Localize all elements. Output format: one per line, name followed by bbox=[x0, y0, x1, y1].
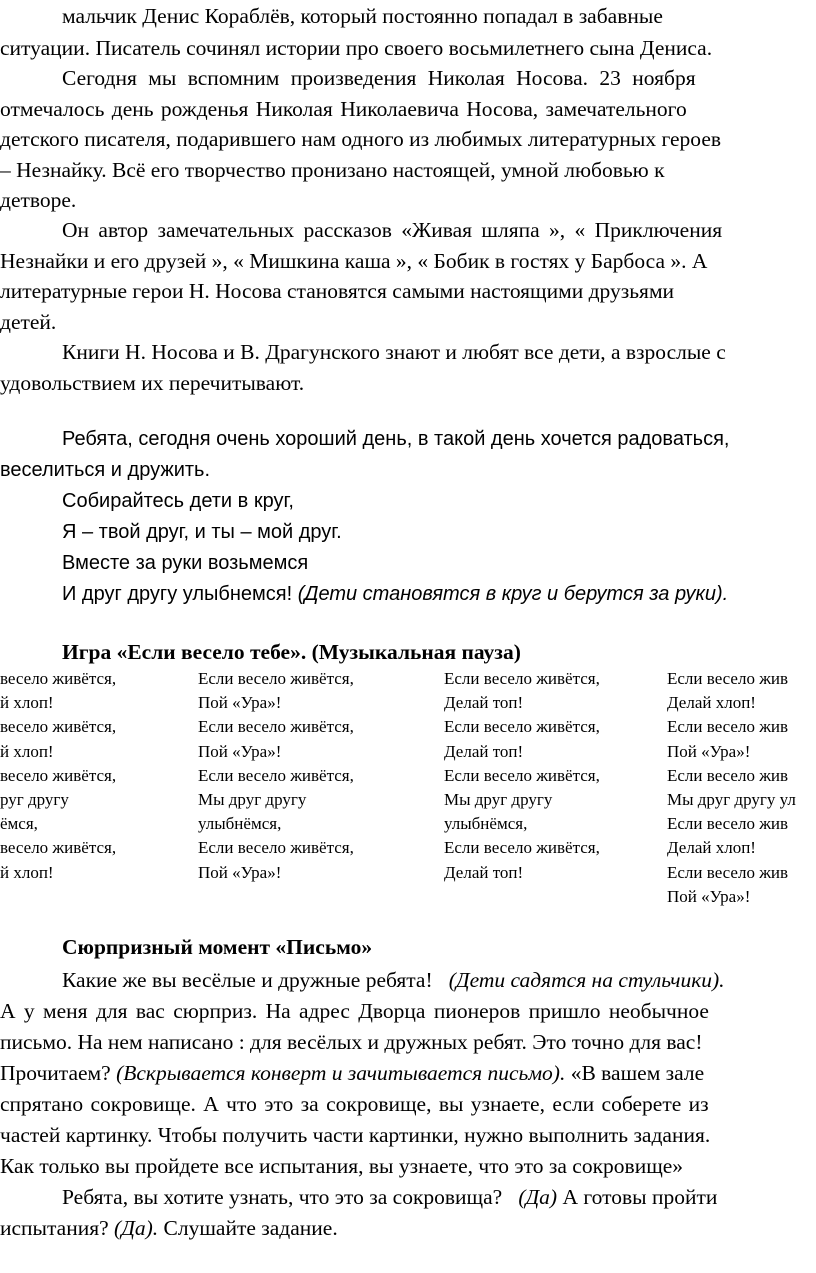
song-line: Если весело живётся, bbox=[198, 669, 354, 688]
intro-line-8: Он автор замечательных рассказов «Живая шляпа », « Приключения bbox=[62, 218, 723, 242]
song-line: Пой «Ура»! bbox=[198, 693, 282, 713]
song-line: Если весело жив bbox=[667, 814, 789, 834]
stage-direction: (Вскрывается конверт и зачитывается письмо). bbox=[116, 1061, 566, 1085]
song-line: Если весело живётся, bbox=[444, 669, 600, 688]
poem-line-1: Собирайтесь дети в круг, bbox=[62, 490, 294, 512]
song-line: Пой «Ура»! bbox=[198, 741, 282, 761]
surprise-line-9 bbox=[0, 1216, 338, 1241]
poem-line-3: Вместе за руки возьмемся bbox=[62, 552, 309, 574]
game-title: Игра «Если весело тебе». (Музыкальная пауза) bbox=[62, 640, 521, 664]
stage-direction: (Да) bbox=[518, 1185, 558, 1209]
song-line: Мы друг другу ул bbox=[667, 789, 796, 809]
surprise-line-5: спрятано сокровище. А что это за сокровище, вы узнаете, если соберете из bbox=[0, 1092, 709, 1116]
stage-direction: (Дети становятся в круг и берутся за руки). bbox=[297, 583, 729, 605]
song-line: весело живётся, bbox=[0, 717, 117, 737]
intro-line-12: Книги Н. Носова и В. Драгунского знают и любят все дети, а взрослые с bbox=[62, 340, 726, 364]
song-line: Если весело живётся, bbox=[198, 838, 354, 858]
song-line: ёмся, bbox=[0, 814, 38, 834]
surprise-line-8 bbox=[62, 1185, 717, 1210]
song-line: весело живётся, bbox=[0, 838, 117, 858]
song-line: Если весело живётся, bbox=[198, 717, 354, 737]
song-line: Если весело живётся, bbox=[444, 838, 600, 858]
song-column-3 bbox=[444, 667, 600, 885]
intro-line-9: Незнайки и его друзей », « Мишкина каша », « Бобик в гостях у Барбоса ». А bbox=[0, 249, 708, 273]
song-line: Пой «Ура»! bbox=[198, 862, 282, 882]
intro-line-1: мальчик Денис Кораблёв, который постоянно попадал в забавные bbox=[62, 4, 663, 28]
greeting-line-2: веселиться и дружить. bbox=[0, 459, 210, 481]
song-line: Если весело жив bbox=[667, 765, 789, 785]
poem-line-4 bbox=[62, 583, 728, 606]
song-line: Пой «Ура»! bbox=[667, 886, 751, 906]
poem-line-2: Я – твой друг, и ты – мой друг. bbox=[62, 521, 342, 543]
intro-line-7: детворе. bbox=[0, 188, 77, 212]
song-line: весело живётся, bbox=[0, 765, 117, 785]
song-line: Если весело живётся, bbox=[444, 717, 600, 737]
song-column-4 bbox=[667, 667, 816, 909]
surprise-line-9b: Слушайте задание. bbox=[163, 1216, 338, 1240]
surprise-line-4b: «В вашем зале bbox=[570, 1061, 705, 1085]
song-line: весело живётся, bbox=[0, 669, 117, 688]
song-line: улыбнёмся, bbox=[444, 814, 528, 834]
surprise-line-3: письмо. На нем написано : для весёлых и дружных ребят. Это точно для вас! bbox=[0, 1030, 703, 1054]
surprise-title: Сюрпризный момент «Письмо» bbox=[62, 935, 373, 959]
song-line: й хлоп! bbox=[0, 741, 54, 761]
song-line: Делай хлоп! bbox=[667, 838, 756, 858]
song-line: Пой «Ура»! bbox=[667, 741, 751, 761]
song-line: руг другу bbox=[0, 789, 69, 809]
surprise-line-4 bbox=[0, 1061, 704, 1086]
song-line: й хлоп! bbox=[0, 862, 54, 882]
song-line: Если весело жив bbox=[667, 862, 789, 882]
song-line: Если весело живётся, bbox=[198, 765, 354, 785]
intro-line-2: ситуации. Писатель сочинял истории про своего восьмилетнего сына Дениса. bbox=[0, 36, 713, 60]
intro-line-6: – Незнайку. Всё его творчество пронизано настоящей, умной любовью к bbox=[0, 158, 665, 182]
surprise-line-7: Как только вы пройдете все испытания, вы узнаете, что это за сокровище» bbox=[0, 1154, 684, 1178]
song-line: Если весело жив bbox=[667, 669, 789, 688]
poem-line-4-text: И друг другу улыбнемся! bbox=[62, 583, 293, 605]
intro-line-13: удовольствием их перечитывают. bbox=[0, 371, 305, 395]
intro-line-4: отмечалось день рожденья Николая Николаевича Носова, замечательного bbox=[0, 97, 687, 121]
surprise-line-1-text: Какие же вы весёлые и дружные ребята! bbox=[62, 968, 433, 992]
intro-line-10: литературные герои Н. Носова становятся самыми настоящими друзьями bbox=[0, 279, 675, 303]
song-line: Мы друг другу bbox=[444, 789, 553, 809]
surprise-line-4a: Прочитаем? bbox=[0, 1061, 111, 1085]
song-line: Делай топ! bbox=[444, 741, 524, 761]
song-column-2 bbox=[198, 667, 354, 885]
greeting-line-1: Ребята, сегодня очень хороший день, в такой день хочется радоваться, bbox=[62, 428, 730, 450]
song-line: Делай топ! bbox=[444, 693, 524, 713]
intro-line-3: Сегодня мы вспомним произведения Николая Носова. 23 ноября bbox=[62, 66, 696, 90]
surprise-line-9a: испытания? bbox=[0, 1216, 109, 1240]
song-column-1 bbox=[0, 667, 116, 885]
song-line: Делай топ! bbox=[444, 862, 524, 882]
surprise-line-2: А у меня для вас сюрприз. На адрес Дворца пионеров пришло необычное bbox=[0, 999, 709, 1023]
song-line: улыбнёмся, bbox=[198, 814, 282, 834]
stage-direction: (Дети садятся на стульчики). bbox=[448, 968, 725, 992]
song-line: й хлоп! bbox=[0, 693, 54, 713]
surprise-line-8a: Ребята, вы хотите узнать, что это за сокровища? bbox=[62, 1185, 503, 1209]
intro-line-5: детского писателя, подарившего нам одного из любимых литературных героев bbox=[0, 127, 722, 151]
surprise-line-1 bbox=[62, 968, 725, 993]
song-line: Делай хлоп! bbox=[667, 693, 756, 713]
intro-line-11: детей. bbox=[0, 310, 57, 334]
song-line: Если весело живётся, bbox=[444, 765, 600, 785]
surprise-line-6: частей картинку. Чтобы получить части картинки, нужно выполнить задания. bbox=[0, 1123, 711, 1147]
stage-direction: (Да). bbox=[114, 1216, 159, 1240]
song-line: Мы друг другу bbox=[198, 789, 307, 809]
song-line: Если весело жив bbox=[667, 717, 789, 737]
surprise-line-8b: А готовы пройти bbox=[562, 1185, 718, 1209]
